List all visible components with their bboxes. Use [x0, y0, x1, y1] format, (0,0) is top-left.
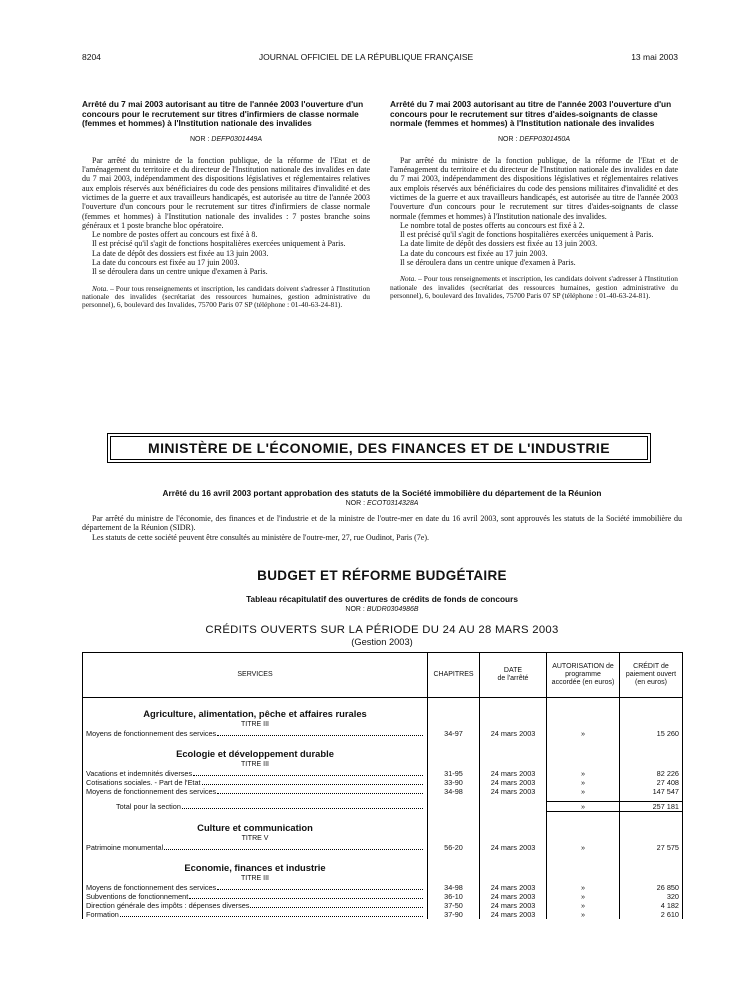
leader-dots [250, 907, 423, 908]
nor-code: ECOT0314328A [367, 500, 419, 507]
chapitre: 37-90 [444, 909, 463, 919]
note-text: – Pour tous renseignements et inscription, les candidats doivent s'adresser à l'Institution nationale des invalides (secrétariat des ressources humaines, gestion administrative du personnel), 6, boulevard des Invalides, 75700 Paris 07 SP (téléphone : 01-40-63-24-81). [82, 283, 370, 310]
arrete-date: 24 mars 2003 [490, 769, 536, 778]
leader-dots [164, 849, 423, 850]
service-label: Formation [86, 909, 119, 919]
section-heading-row [83, 852, 683, 883]
article-paragraph: Il est précisé qu'il s'agit de fonctions hospitalières exercées uniquement à Paris. [92, 239, 346, 249]
col-credit: CRÉDIT de paiement ouvert (en euros) [620, 653, 683, 698]
article-paragraph: Le nombre total de postes offerts au concours est fixé à 2. [400, 220, 585, 230]
leader-dots [217, 793, 423, 794]
autorisation-value: » [580, 900, 586, 910]
nor-label: NOR : [498, 135, 518, 143]
section-heading-row [83, 698, 683, 730]
chapitre: 34-98 [444, 787, 463, 796]
autorisation-value: » [580, 842, 586, 852]
section-titre: TITRE III [241, 721, 269, 728]
left-article [82, 100, 370, 310]
leader-dots [217, 889, 423, 890]
credits-table [82, 652, 683, 919]
section-titre: TITRE III [241, 874, 269, 882]
table-row [83, 729, 683, 738]
service-label: Moyens de fonctionnement des services [86, 787, 217, 796]
article-paragraph: Par arrêté du ministre de la fonction publique, de la réforme de l'Etat et de l'aménagement du territoire et du directeur de l'Institution nationale des invalides en date du 7 mai 2003, indépendamment des dispositions législatives et réglementaires relatives aux emplois réservés aux bénéficiaires du code des pensions militaires d'invalidité et des victimes de la guerre et aux travailleurs handicapés, est autorisée au titre de l'année 2003 l'ouverture d'un concours pour le recrutement sur titres d'infirmiers de classe normale (femmes et hommes) à l'Institution nationale des invalides : 7 postes branche soins généraux et 1 poste branche bloc opératoire. [82, 155, 370, 230]
chapitre: 31-95 [444, 769, 463, 778]
credit-value: 4 182 [660, 900, 679, 910]
table-row [83, 910, 683, 919]
col-chapitres: CHAPITRES [428, 653, 480, 698]
article-paragraph: Par arrêté du ministre de la fonction publique, de la réforme de l'Etat et de l'aménagement du territoire et du directeur de l'Institution nationale des invalides en date du 7 mai 2003, indépendamment des dispositions législatives et réglementaires relatives aux emplois réservés aux bénéficiaires du code des pensions militaires d'invalidité et des victimes de la guerre et aux travailleurs handicapés, est autorisée au titre de l'année 2003 l'ouverture d'un concours pour le recrutement sur titres d'aides-soignants de classe normale (femmes et hommes) à l'Institution nationale des invalides. [390, 155, 678, 221]
date-sub: de l'arrêté [497, 675, 529, 682]
section-name: Agriculture, alimentation, pêche et affaires rurales [143, 708, 367, 719]
sidr-body [82, 514, 682, 542]
article-paragraph: La date du concours est fixée au 17 juin 2003. [400, 248, 548, 258]
total-autorisation: » [580, 802, 586, 811]
autorisation-value: » [580, 729, 586, 738]
note-text: – Pour tous renseignements et inscription, les candidats doivent s'adresser à l'Institution nationale des invalides (secrétariat des ressources humaines, gestion administrative du personnel), 6, boulevard des Invalides, 75700 Paris 07 SP (téléphone : 01-40-63-24-81). [390, 274, 678, 301]
budget-heading: BUDGET ET RÉFORME BUDGÉTAIRE [257, 568, 507, 583]
section-titre: TITRE V [241, 834, 269, 842]
leader-dots [182, 808, 423, 809]
article-title: Arrêté du 7 mai 2003 autorisant au titre de l'année 2003 l'ouverture d'un concours pour le recrutement sur titres d'infirmiers de classe normale (femmes et hommes) à l'Institution nationale des invalides [82, 99, 364, 128]
section-name: Economie, finances et industrie [184, 861, 326, 873]
section-name: Culture et communication [197, 821, 313, 833]
col-services: SERVICES [83, 653, 428, 698]
arrete-date: 24 mars 2003 [490, 842, 536, 852]
leader-dots [217, 735, 423, 736]
table-row [83, 769, 683, 778]
page-number: 8204 [82, 52, 101, 62]
article-paragraph: Le nombre de postes offert au concours est fixé à 8. [92, 230, 258, 240]
table-row [83, 778, 683, 787]
budget-nor [82, 606, 682, 613]
arrete-date: 24 mars 2003 [490, 891, 536, 901]
nor-reference [82, 135, 370, 144]
article-paragraph: La date du concours est fixée au 17 juin 2003. [92, 258, 240, 268]
article-paragraph: Il se déroulera dans un centre unique d'examen à Paris. [92, 267, 268, 277]
credit-value: 26 850 [656, 882, 679, 892]
date-label: DATE [503, 667, 523, 674]
col-date [480, 653, 547, 698]
leader-dots [202, 784, 423, 785]
credit-value: 15 260 [656, 729, 679, 738]
arrete-date: 24 mars 2003 [490, 909, 536, 919]
credit-value: 320 [666, 891, 679, 901]
note-label: Nota. [92, 283, 109, 293]
service-label: Moyens de fonctionnement des services [86, 882, 217, 892]
leader-dots [193, 775, 423, 776]
table-row [83, 843, 683, 852]
autorisation-value: » [580, 769, 586, 778]
article-note [390, 275, 678, 300]
chapitre: 34-97 [444, 729, 463, 738]
nor-label: NOR : [190, 135, 210, 143]
total-label: Total pour la section [116, 801, 181, 811]
chapitre: 34-98 [444, 882, 463, 892]
article-paragraph: Il est précisé qu'il s'agit de fonctions hospitalières exercées uniquement à Paris. [400, 230, 654, 240]
credits-title: CRÉDITS OUVERTS SUR LA PÉRIODE DU 24 AU 28 MARS 2003 [205, 624, 559, 636]
sidr-title: Arrêté du 16 avril 2003 portant approbation des statuts de la Société immobilière du département de la Réunion [162, 488, 602, 498]
service-label: Subventions de fonctionnement [86, 891, 189, 901]
nor-code: DEFP0301450A [519, 135, 570, 143]
chapitre: 37-50 [444, 900, 463, 910]
table-row [83, 901, 683, 910]
chapitre: 33-90 [444, 778, 463, 787]
nor-code: DEFP0301449A [211, 135, 262, 143]
credit-value: 2 610 [660, 909, 679, 919]
article-paragraph: Il se déroulera dans un centre unique d'examen à Paris. [400, 258, 576, 268]
leader-dots [120, 916, 423, 917]
service-label: Patrimoine monumental [86, 842, 164, 852]
autorisation-value: » [580, 778, 586, 787]
autorisation-value: » [580, 882, 586, 892]
credit-value: 82 226 [656, 769, 679, 778]
credit-value: 27 408 [656, 778, 679, 787]
section-name: Ecologie et développement durable [176, 748, 334, 759]
sidr-paragraph: Par arrêté du ministre de l'économie, des finances et de l'industrie et de la ministre de l'outre-mer en date du 16 avril 2003, sont approuvés les statuts de la Société immobilière du département de la Réunion (SIDR). [82, 514, 682, 533]
sidr-paragraph: Les statuts de cette société peuvent être consultés au ministère de l'outre-mer, 27, rue Oudinot, Paris (7e). [92, 532, 430, 542]
section-heading-row [83, 812, 683, 843]
ministry-banner [107, 433, 651, 463]
credit-value: 147 547 [652, 787, 679, 796]
col-autorisation: AUTORISATION de programme accordée (en euros) [547, 653, 620, 698]
article-paragraph: La date limite de dépôt des dossiers est fixée au 13 juin 2003. [400, 239, 598, 249]
total-credit: 257 181 [652, 802, 679, 811]
article-note [82, 285, 370, 310]
sidr-nor [82, 500, 682, 507]
service-label: Cotisations sociales. - Part de l'Etat [86, 778, 201, 787]
table-row [83, 883, 683, 892]
autorisation-value: » [580, 909, 586, 919]
service-label: Vacations et indemnités diverses [86, 769, 193, 778]
arrete-date: 24 mars 2003 [490, 882, 536, 892]
table-row [83, 892, 683, 901]
service-label: Moyens de fonctionnement des services [86, 729, 217, 738]
ministry-name: MINISTÈRE DE L'ÉCONOMIE, DES FINANCES ET DE L'INDUSTRIE [148, 440, 610, 456]
service-label: Direction générale des impôts : dépenses diverses [86, 900, 250, 910]
table-header-row [83, 653, 683, 698]
nor-label: NOR : [345, 606, 365, 613]
article-title: Arrêté du 7 mai 2003 autorisant au titre de l'année 2003 l'ouverture d'un concours pour le recrutement sur titres d'aides-soignants de classe normale (femmes et hommes) à l'Institution nationale des invalides [390, 99, 672, 128]
note-label: Nota. [400, 274, 417, 284]
section-titre: TITRE III [241, 761, 269, 768]
chapitre: 56-20 [444, 842, 463, 852]
arrete-date: 24 mars 2003 [490, 778, 536, 787]
table-row [83, 787, 683, 796]
gestion-label: (Gestion 2003) [351, 637, 413, 647]
autorisation-value: » [580, 891, 586, 901]
leader-dots [189, 898, 423, 899]
arrete-date: 24 mars 2003 [490, 787, 536, 796]
chapitre: 36-10 [444, 891, 463, 901]
section-heading-row [83, 738, 683, 769]
credit-value: 27 575 [656, 842, 679, 852]
nor-label: NOR : [345, 500, 366, 507]
autorisation-value: » [580, 787, 586, 796]
total-row [83, 802, 683, 812]
nor-code: BUDR0304986B [366, 606, 419, 613]
arrete-date: 24 mars 2003 [490, 729, 536, 738]
right-article [390, 100, 678, 301]
budget-subtitle: Tableau récapitulatif des ouvertures de crédits de fonds de concours [246, 594, 518, 604]
page-header [82, 52, 678, 62]
nor-reference [390, 135, 678, 144]
arrete-date: 24 mars 2003 [490, 900, 536, 910]
issue-date: 13 mai 2003 [631, 52, 678, 62]
article-paragraph: La date de dépôt des dossiers est fixée au 13 juin 2003. [92, 248, 269, 258]
journal-title: JOURNAL OFFICIEL DE LA RÉPUBLIQUE FRANÇAISE [258, 52, 474, 62]
